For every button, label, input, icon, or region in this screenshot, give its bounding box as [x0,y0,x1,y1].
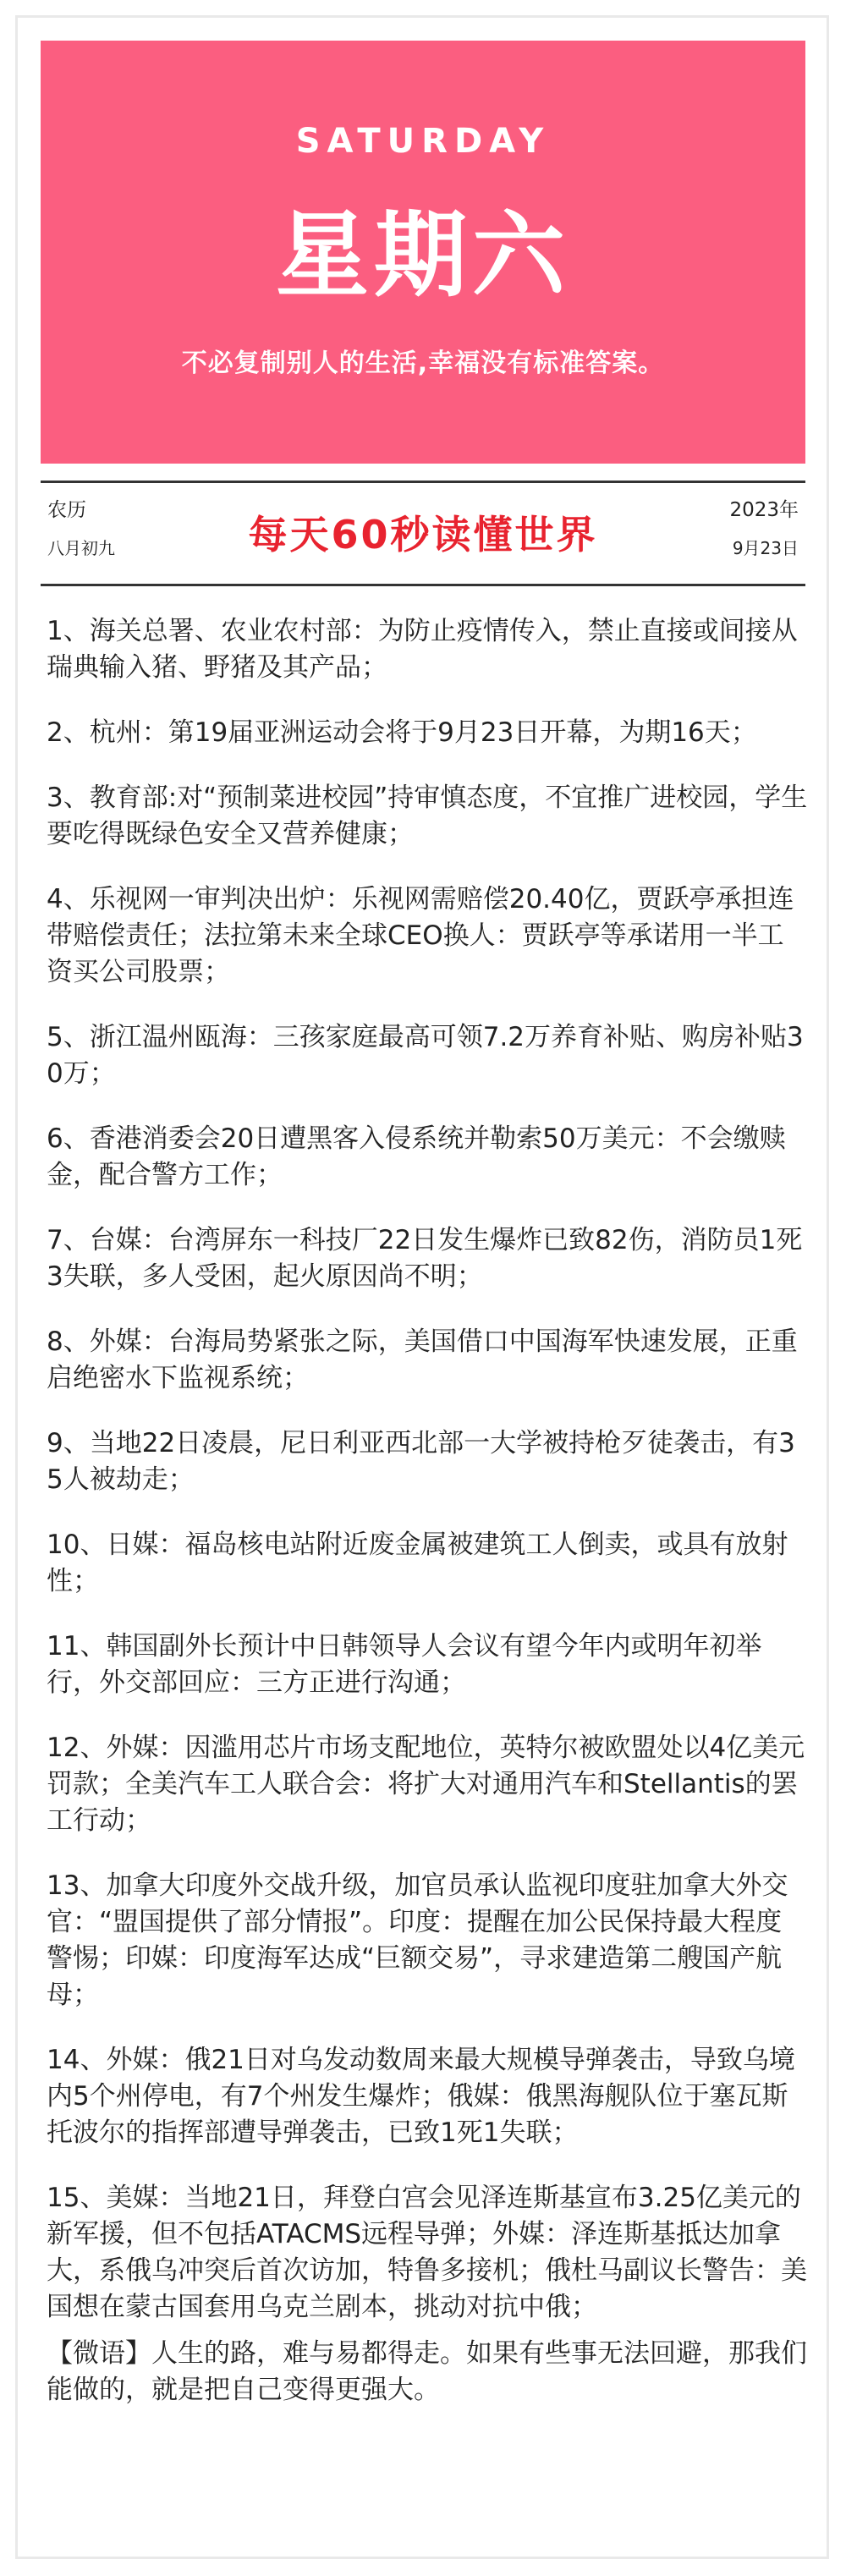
year-label: 2023年 [729,499,799,521]
news-item-11: 11、韩国副外长预计中日韩领导人会议有望今年内或明年初举行，外交部回应：三方正进行沟通； [47,1631,762,1698]
news-item-15: 15、美媒：当地21日，拜登白宫会见泽连斯基宣布3.25亿美元的新军援，但不包括ATACMS远程导弹；外媒：泽连斯基抵达加拿大，系俄乌冲突后首次访加，特鲁多接机；俄杜马副议长警告：美国想在蒙古国套用乌克兰剧本，挑动对抗中俄； [47,2183,807,2322]
news-item-6: 6、香港消委会20日遭黑客入侵系统并勒索50万美元：不会缴赎金，配合警方工作； [47,1123,786,1190]
page-title: 每天60秒读懂世界 [248,512,598,557]
news-item-9: 9、当地22日凌晨，尼日利亚西北部一大学被持枪歹徒袭击，有35人被劫走； [47,1428,795,1495]
lunar-date: 八月初九 [47,538,115,558]
weekday-english: SATURDAY [295,122,551,161]
news-item-10: 10、日媒：福岛核电站附近废金属被建筑工人倒卖，或具有放射性； [47,1530,788,1596]
date-label: 9月23日 [732,538,799,558]
news-item-14: 14、外媒：俄21日对乌发动数周来最大规模导弹袭击，导致乌境内5个州停电，有7个州发生爆炸；俄媒：俄黑海舰队位于塞瓦斯托波尔的指挥部遭导弹袭击，已致1死1失联； [47,2045,795,2148]
weekday-chinese: 星期六 [276,200,570,310]
news-item-7: 7、台媒：台湾屏东一科技厂22日发生爆炸已致82伤，消防员1死3失联，多人受困，起火原因尚不明； [47,1225,803,1292]
news-item-8: 8、外媒：台海局势紧张之际，美国借口中国海军快速发展，正重启绝密水下监视系统； [47,1326,798,1393]
weekday-banner [41,41,805,464]
divider-top [41,481,805,483]
divider-bottom [41,584,805,586]
news-list [47,613,808,2408]
news-item-4: 4、乐视网一审判决出炉：乐视网需赔偿20.40亿，贾跃亭承担连带赔偿责任；法拉第未来全球CEO换人：贾跃亭等承诺用一半工资买公司股票； [47,884,794,987]
banner-motto: 不必复制别人的生活,幸福没有标准答案。 [181,349,665,378]
lunar-label: 农历 [47,499,86,521]
daily-quote: 【微语】人生的路，难与易都得走。如果有些事无法回避，那我们能做的，就是把自己变得更强大。 [47,2338,807,2405]
news-item-3: 3、教育部:对“预制菜进校园”持审慎态度，不宜推广进校园，学生要吃得既绿色安全又营养健康； [47,783,808,849]
news-item-12: 12、外媒：因滥用芯片市场支配地位，英特尔被欧盟处以4亿美元罚款；全美汽车工人联合会：将扩大对通用汽车和Stellantis的罢工行动； [47,1733,805,1836]
news-item-2: 2、杭州：第19届亚洲运动会将于9月23日开幕，为期16天； [47,717,757,748]
news-item-13: 13、加拿大印度外交战升级，加官员承认监视印度驻加拿大外交官：“盟国提供了部分情报”。印度：提醒在加公民保持最大程度警惕；印媒：印度海军达成“巨额交易”，寻求建造第二艘国产航母； [47,1870,788,2010]
news-item-5: 5、浙江温州瓯海：三孩家庭最高可领7.2万养育补贴、购房补贴30万； [47,1022,804,1089]
news-item-1: 1、海关总署、农业农村部：为防止疫情传入，禁止直接或间接从瑞典输入猪、野猪及其产品； [47,616,798,683]
